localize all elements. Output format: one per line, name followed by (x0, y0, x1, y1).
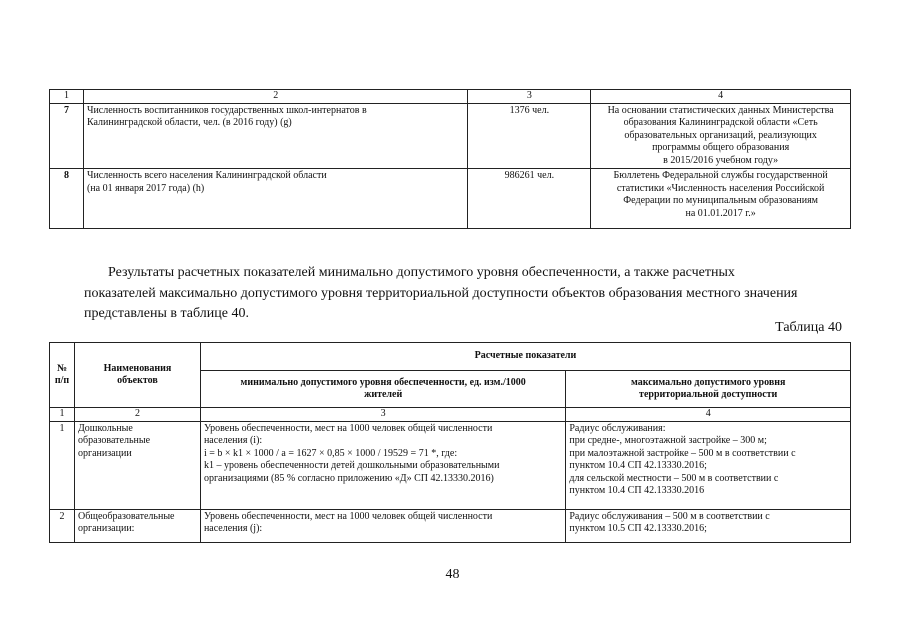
indicator-name: Численность воспитанников государственных школ-интернатов в Калининградской области, чел. (в 2016 году) (g) (83, 103, 467, 169)
row-number: 8 (50, 169, 84, 229)
object-name: Дошкольные образовательные организации (74, 421, 200, 509)
row-number: 1 (50, 421, 75, 509)
table-row (50, 103, 851, 169)
header-max-level: максимально допустимого уровня территориальной доступности (566, 371, 851, 408)
header-number: № п/п (50, 343, 75, 408)
column-index: 3 (468, 90, 591, 104)
indicator-value: 986261 чел. (468, 169, 591, 229)
row-number: 2 (50, 509, 75, 542)
table-row (50, 509, 851, 542)
table-row (50, 169, 851, 229)
page-number: 48 (445, 567, 460, 582)
header-row (50, 343, 851, 371)
indicator-source: Бюллетень Федеральной службы государственной статистики «Численность населения Российской Федерации по муниципальным образованиям на 01.01.2017 г.» (591, 169, 851, 229)
row-number: 7 (50, 103, 84, 169)
column-index: 4 (566, 408, 851, 422)
indicator-name: Численность всего населения Калининградской области (на 01 января 2017 года) (h) (83, 169, 467, 229)
min-level-value: Уровень обеспеченности, мест на 1000 человек общей численности населения (j): (200, 509, 565, 542)
min-level-value: Уровень обеспеченности, мест на 1000 человек общей численности населения (i): i = b × k1 × 1000 / a = 1627 × 0,85 × 1000 / 19529 = 71 *, где: k1 – уровень обеспеченности детей дошкольными образовательными организациями (85 % согласно приложению «Д» СП 42.13330.2016) (200, 421, 565, 509)
column-index: 1 (50, 90, 84, 104)
column-index: 2 (83, 90, 467, 104)
column-index: 1 (50, 408, 75, 422)
column-index: 2 (74, 408, 200, 422)
max-level-value: Радиус обслуживания: при средне-, многоэтажной застройке – 300 м; при малоэтажной застройке – 500 м в соответствии с пунктом 10.4 СП 42.13330.2016; для сельской местности – 500 м в соответствии с пунктом 10.4 СП 42.13330.2016 (566, 421, 851, 509)
column-index: 4 (591, 90, 851, 104)
column-index: 3 (200, 408, 565, 422)
column-index-row (50, 90, 851, 104)
indicator-value: 1376 чел. (468, 103, 591, 169)
header-min-level: минимально допустимого уровня обеспеченности, ед. изм./1000 жителей (200, 371, 565, 408)
table-40 (49, 342, 851, 543)
object-name: Общеобразовательные организации: (74, 509, 200, 542)
max-level-value: Радиус обслуживания – 500 м в соответствии с пунктом 10.5 СП 42.13330.2016; (566, 509, 851, 542)
header-calculated-indicators: Расчетные показатели (200, 343, 850, 371)
body-paragraph: Результаты расчетных показателей минимально допустимого уровня обеспеченности, а также расчетных показателей максимально допустимого уровня территориальной доступности объектов образования местного значения представлены в таблице 40. (84, 265, 798, 321)
table-row (50, 421, 851, 509)
header-object-name: Наименования объектов (74, 343, 200, 408)
indicator-source: На основании статистических данных Министерства образования Калининградской области «Сеть образовательных организаций, реализующих программы общего образования в 2015/2016 учебном году» (591, 103, 851, 169)
indicators-table-continuation (49, 89, 851, 229)
column-index-row (50, 408, 851, 422)
table-caption: Таблица 40 (775, 320, 842, 335)
